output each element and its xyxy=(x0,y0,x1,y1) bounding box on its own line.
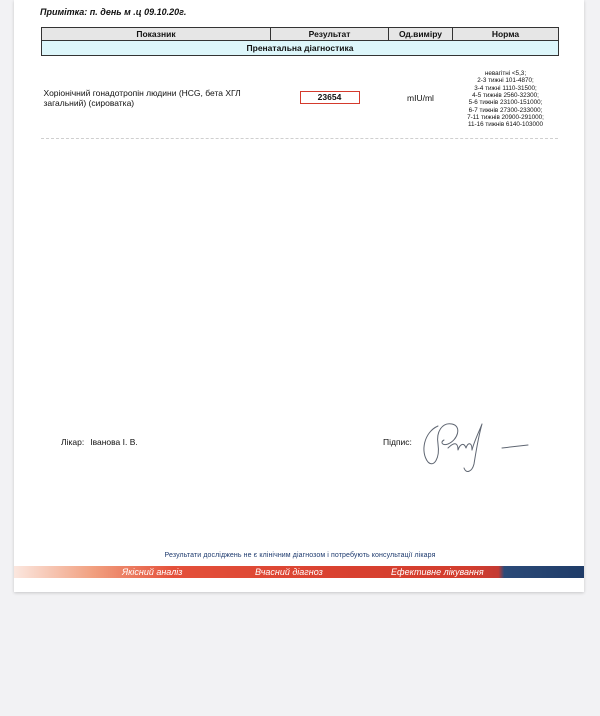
norm-list xyxy=(453,67,559,128)
test-name-line2: загальний) (сироватка) xyxy=(43,97,135,108)
norm-line: 6-7 тижнів 27300-233000; xyxy=(468,106,543,114)
slogan-treatment: Ефективне лікування xyxy=(391,567,484,577)
doctor-line xyxy=(61,437,138,447)
norm-cell xyxy=(453,56,559,140)
test-name-line1: Хоріонічний гонадотропін людини (HCG, бета ХГЛ xyxy=(43,87,241,98)
norm-line: 4-5 тижнів 2560-32300; xyxy=(472,91,539,99)
result-cell xyxy=(271,56,389,140)
norm-line: 11-16 тижнів 6140-103000 xyxy=(467,121,544,129)
norm-line: 2-3 тижні 101-4870; xyxy=(477,77,534,85)
table-header-row xyxy=(42,28,559,41)
header-unit: Од.виміру xyxy=(389,28,453,41)
doctor-name: Іванова І. В. xyxy=(90,437,138,447)
norm-line: невагітні <5,3; xyxy=(484,70,527,78)
results-table xyxy=(41,27,559,140)
doctor-label: Лікар: xyxy=(61,437,85,447)
table-row xyxy=(42,56,559,140)
signature-image xyxy=(418,412,538,477)
norm-line: 7-11 тижнів 20900-291000; xyxy=(467,113,544,121)
unit-cell: mIU/ml xyxy=(407,92,434,103)
header-norm: Норма xyxy=(453,28,559,41)
test-name xyxy=(42,88,271,108)
section-title: Пренатальна діагностика xyxy=(42,41,559,56)
row-separator xyxy=(41,138,558,139)
signature-label: Підпис: xyxy=(383,437,412,447)
report-note: Примітка: п. день м .ц 09.10.20г. xyxy=(40,7,187,17)
slogan-quality: Якісний аналіз xyxy=(122,567,183,577)
slogan-diagnosis: Вчасний діагноз xyxy=(255,567,323,577)
header-result: Результат xyxy=(271,28,389,41)
disclaimer: Результати досліджень не є клінічним діагнозом і потребують консультації лікаря xyxy=(164,552,436,559)
norm-line: 5-6 тижнів 23100-151000; xyxy=(468,99,543,107)
test-name-cell xyxy=(42,56,271,140)
norm-line: 3-4 тижні 1110-31500; xyxy=(474,84,537,92)
result-value: 23654 xyxy=(300,91,360,104)
section-row xyxy=(42,41,559,56)
header-indicator: Показник xyxy=(42,28,271,41)
